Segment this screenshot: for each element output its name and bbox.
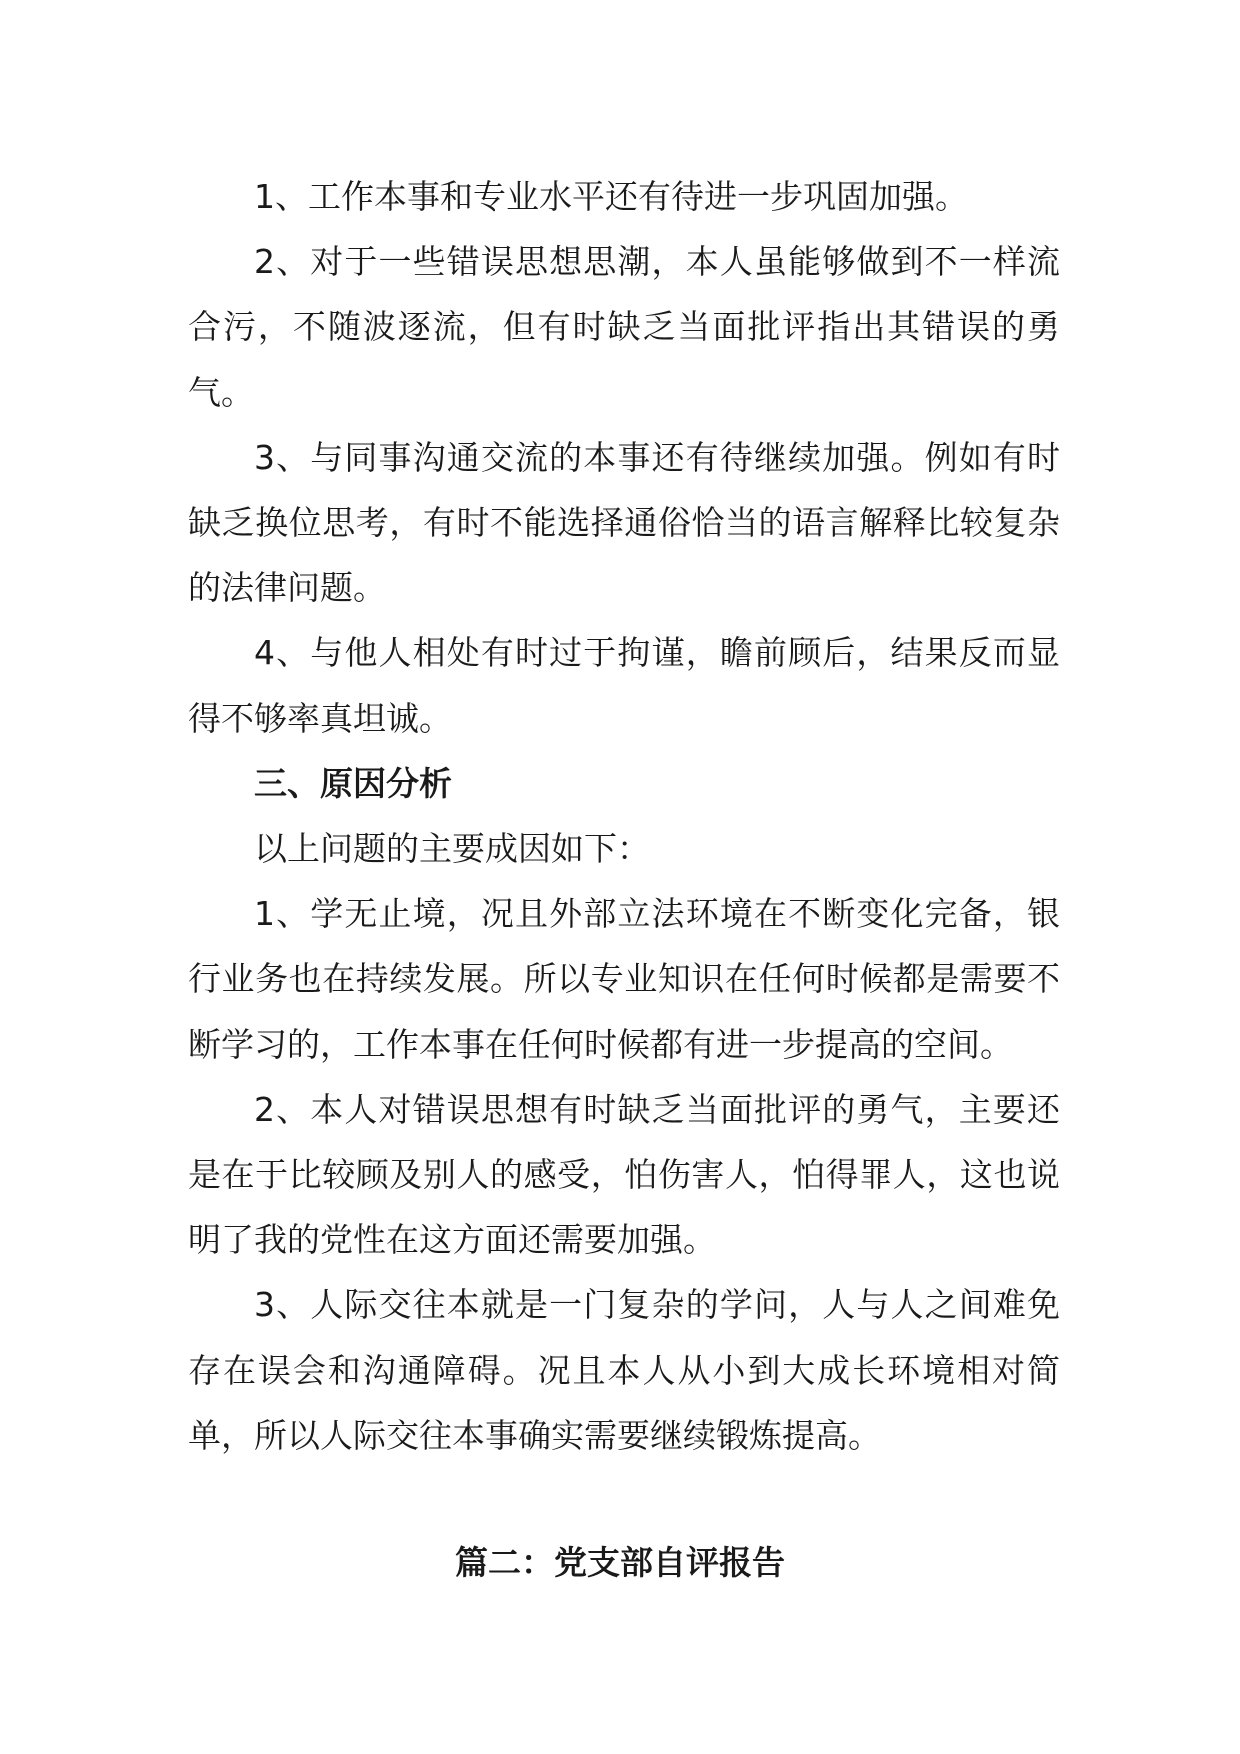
cause-paragraph-3: 3、人际交往本就是一门复杂的学问，人与人之间难免存在误会和沟通障碍。况且本人从小到大成长环境相对简单，所以人际交往本事确实需要继续锻炼提高。 [188, 1285, 1060, 1455]
intro-paragraph: 以上问题的主要成因如下： [254, 829, 650, 869]
section-title: 篇二：党支部自评报告 [455, 1543, 785, 1582]
document-body [188, 164, 1060, 1468]
section-heading-cause-analysis: 三、原因分析 [254, 763, 452, 803]
cause-paragraph-1: 1、学无止境，况且外部立法环境在不断变化完备，银行业务也在持续发展。所以专业知识在任何时候都是需要不断学习的，工作本事在任何时候都有进一步提高的空间。 [188, 894, 1060, 1064]
cause-paragraph-2: 2、本人对错误思想有时缺乏当面批评的勇气，主要还是在于比较顾及别人的感受，怕伤害人，怕得罪人，这也说明了我的党性在这方面还需要加强。 [188, 1089, 1060, 1260]
problem-paragraph-1: 1、工作本事和专业水平还有待进一步巩固加强。 [254, 177, 968, 216]
problem-paragraph-2: 2、对于一些错误思想思潮，本人虽能够做到不一样流合污，不随波逐流，但有时缺乏当面批评指出其错误的勇气。 [188, 242, 1060, 412]
problem-paragraph-3: 3、与同事沟通交流的本事还有待继续加强。例如有时缺乏换位思考，有时不能选择通俗恰当的语言解释比较复杂的法律问题。 [188, 437, 1060, 608]
problem-paragraph-4: 4、与他人相处有时过于拘谨，瞻前顾后，结果反而显得不够率真坦诚。 [188, 633, 1060, 738]
